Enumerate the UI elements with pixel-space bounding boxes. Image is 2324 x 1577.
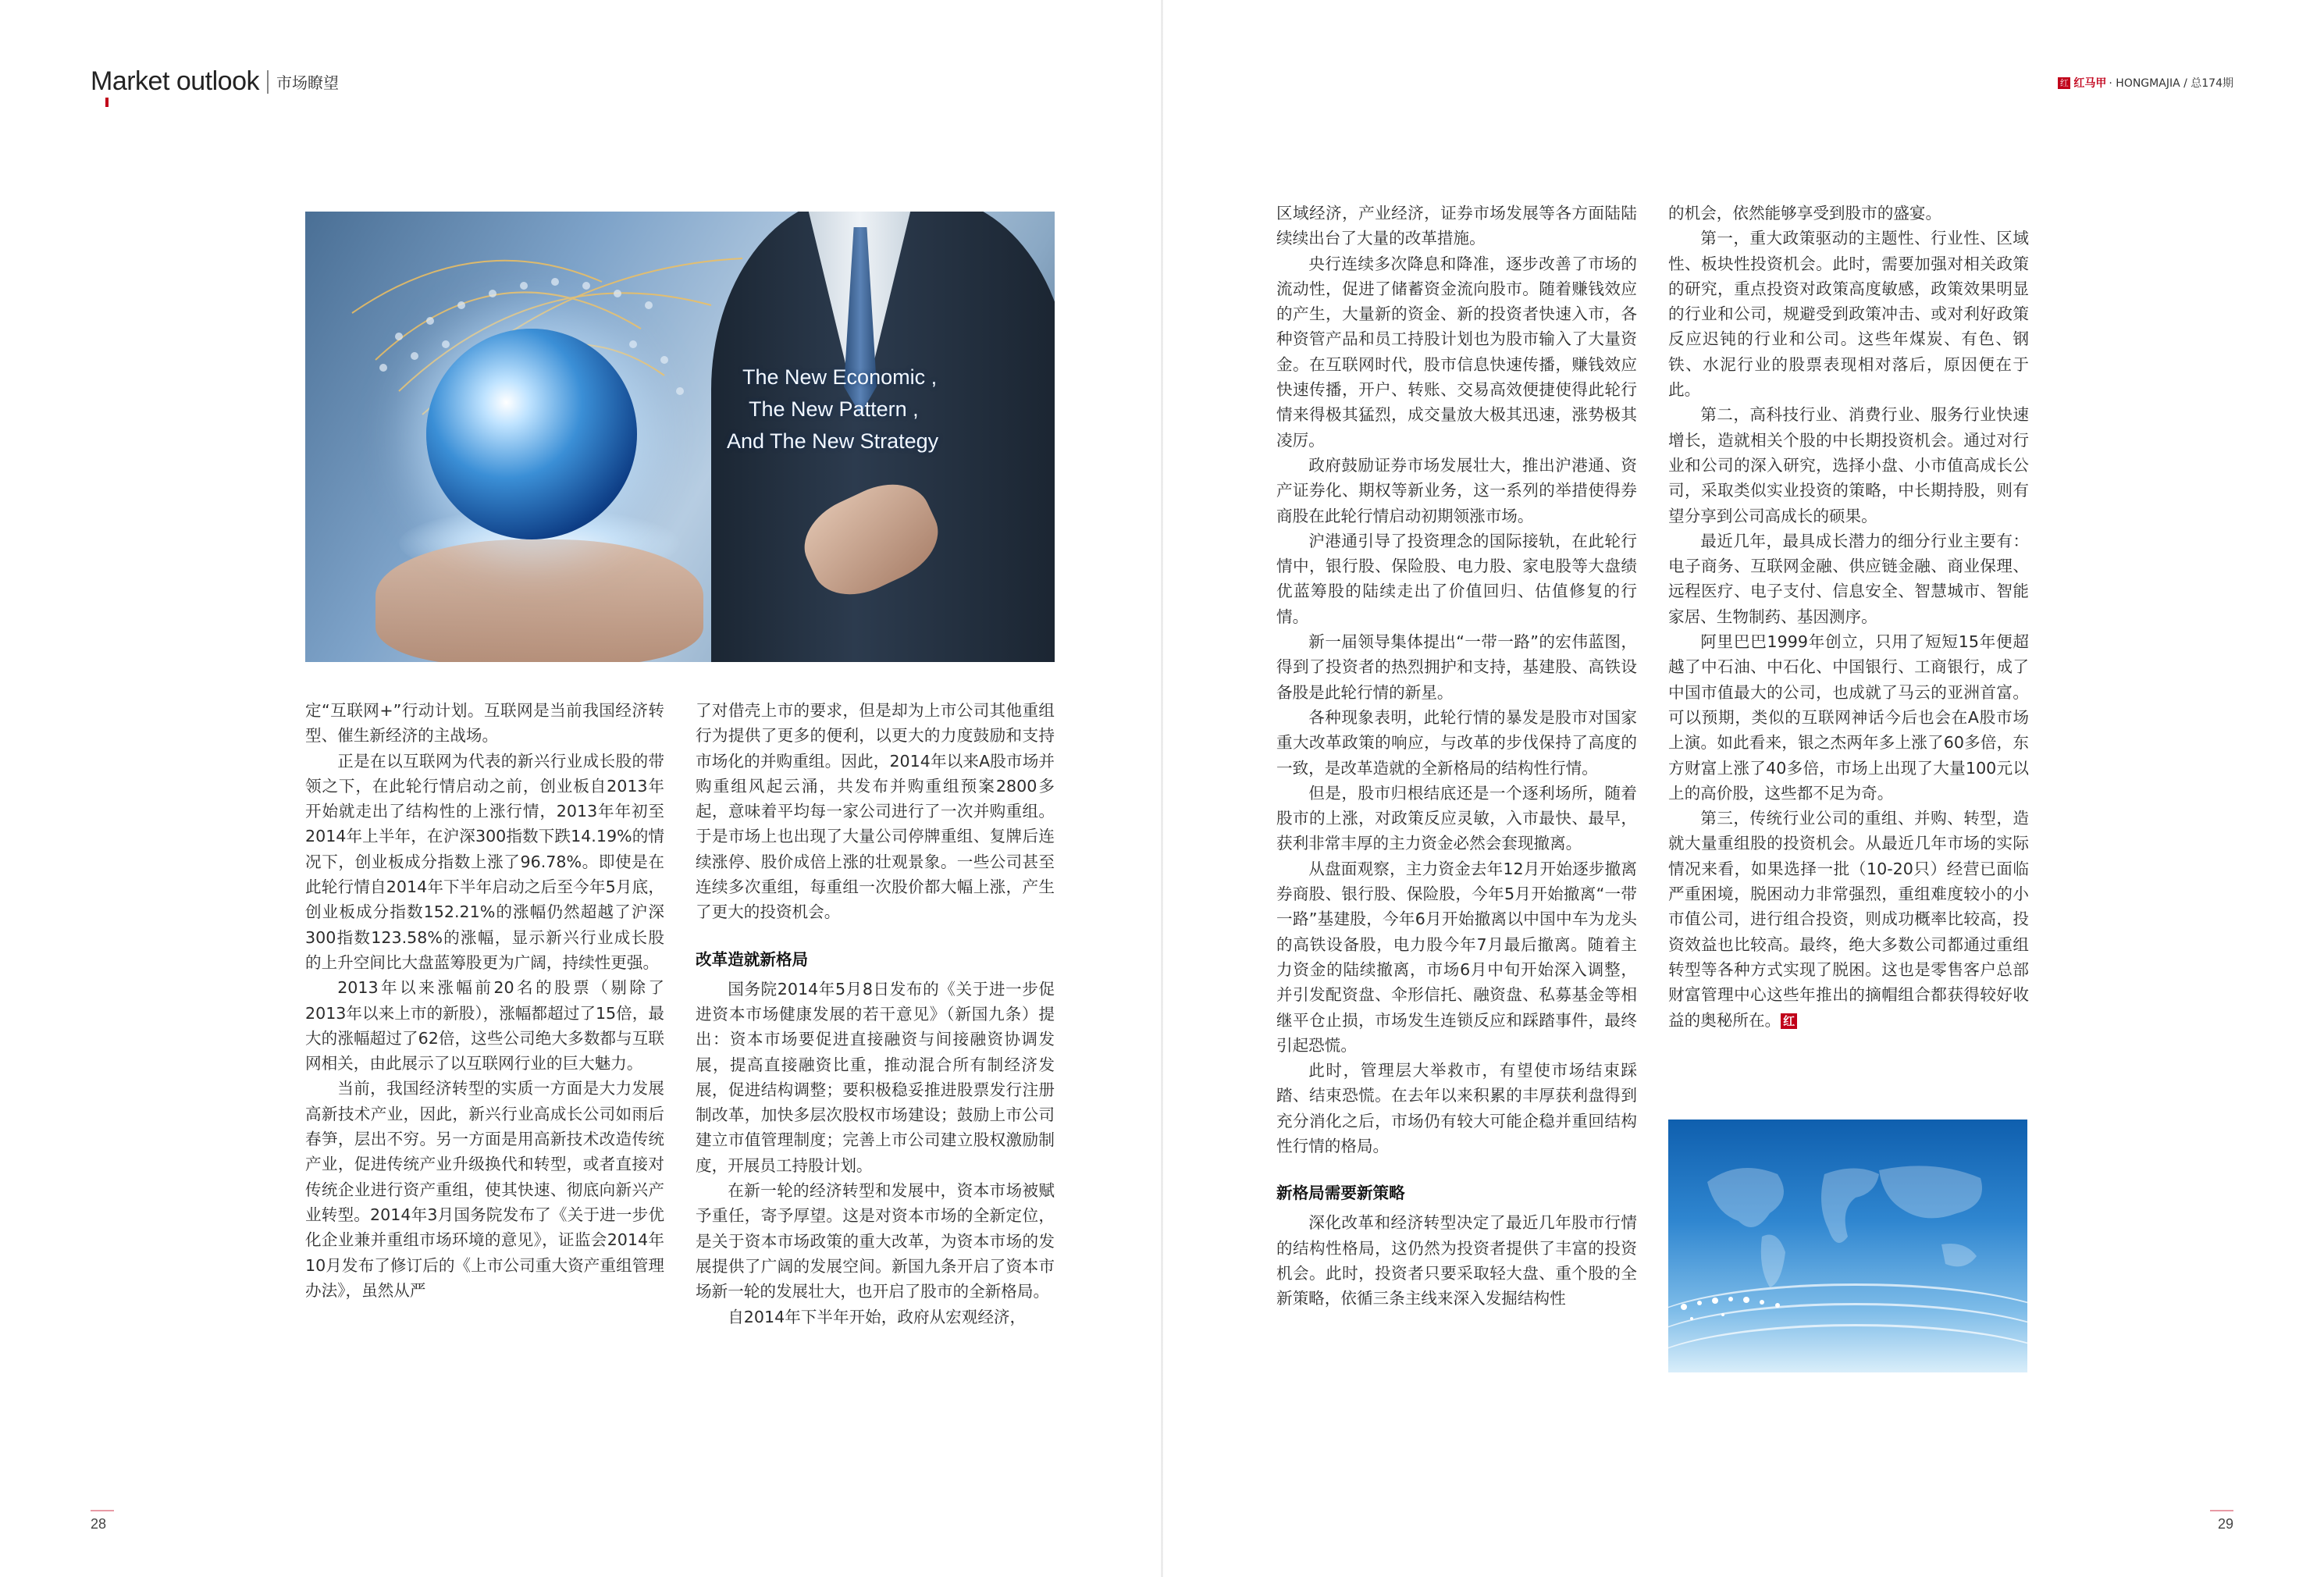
page-number-left xyxy=(91,1510,114,1533)
text-column-2 xyxy=(696,698,1055,1330)
right-page xyxy=(1162,0,2324,1577)
section-heading: 改革造就新格局 xyxy=(696,949,809,969)
page-number-tick xyxy=(91,1510,114,1511)
paragraph: 但是，股市归根结底还是一个逐利场所，随着股市的上涨，对政策反应灵敏，入市最快、最早，获利非常丰厚的主力资金必然会套现撤离。 xyxy=(1276,783,1637,853)
paragraph: 央行连续多次降息和降准，逐步改善了市场的流动性，促进了储蓄资金流向股市。随着赚钱效应的产生，大量新的资金、新的投资者快速入市，各种资管产品和员工持股计划也为股市输入了大量资金。在互联网时代，股市信息快速传播，赚钱效应快速传播，开户、转账、交易高效便捷使得此轮行情来得极其猛烈，成交量放大极其迅速，涨势极其凌厉。 xyxy=(1276,254,1637,450)
hero-tagline xyxy=(727,361,939,457)
paragraph: 正是在以互联网为代表的新兴行业成长股的带领之下，在此轮行情启动之前，创业板自2013年开始就走出了结构性的上涨行情，2013年年初至2014年上半年，在沪深300指数下跌14.19%的情况下，创业板成分指数上涨了96.78%。即使是在此轮行情自2014年下半年启动之后至今年5月底，创业板成分指数152.21%的涨幅仍然超越了沪深300指数123.58%的涨幅，显示新兴行业成长股的上升空间比大盘蓝筹股更为广阔，持续性更强。 xyxy=(305,751,664,972)
paragraph: 国务院2014年5月8日发布的《关于进一步促进资本市场健康发展的若干意见》（新国九条）提出：资本市场要促进直接融资与间接融资协调发展，提高直接融资比重，推动混合所有制经济发展，促进结构调整；要积极稳妥推进股票发行注册制改革，加快多层次股权市场建设；鼓励上市公司建立市值管理制度；完善上市公司建立股权激励制度，开展员工持股计划。 xyxy=(696,979,1055,1175)
brand-logo-icon: 红 xyxy=(2058,77,2070,89)
paragraph: 从盘面观察，主力资金去年12月开始逐步撤离券商股、银行股、保险股，今年5月开始撤离“一带一路”基建股，今年6月开始撤离以中国中车为龙头的高铁设备股，电力股今年7月最后撤离。随着主力资金的陆续撤离，市场6月中旬开始深入调整，并引发配资盘、伞形信托、融资盘、私募基金等相继平仓止损，市场发生连锁反应和踩踏事件，最终引起恐慌。 xyxy=(1276,859,1637,1055)
paragraph: 各种现象表明，此轮行情的暴发是股市对国家重大改革政策的响应，与改革的步伐保持了高度的一致，是改革造就的全新格局的结构性行情。 xyxy=(1276,707,1637,778)
paragraph: 2013年以来涨幅前20名的股票（剔除了2013年以来上市的新股），涨幅都超过了15倍，最大的涨幅超过了62倍，这些公司绝大多数都与互联网相关，由此展示了以互联网行业的巨大魅力。 xyxy=(305,978,664,1073)
paragraph: 自2014年下半年开始，政府从宏观经济， xyxy=(728,1307,1027,1326)
section-title-cn: 市场瞭望 xyxy=(276,73,339,92)
end-mark: 红 xyxy=(1781,1013,1797,1029)
paragraph: 的机会，依然能够享受到股市的盛宴。 xyxy=(1668,204,1942,222)
tagline-line-3: And The New Strategy xyxy=(727,429,939,453)
paragraph: 第一，重大政策驱动的主题性、行业性、区域性、板块性投资机会。此时，需要加强对相关政策的研究，重点投资对政策高度敏感，政策效果明显的行业和公司，规避受到政策冲击、或对利好政策反应迟钝的行业和公司。这些年煤炭、有色、钢铁、水泥行业的股票表现相对落后，原因便在于此。 xyxy=(1668,229,2029,400)
header-divider xyxy=(267,70,269,94)
paragraph: 在新一轮的经济转型和发展中，资本市场被赋予重任，寄予厚望。这是对资本市场的全新定位，是关于资本市场政策的重大改革，为资本市场的发展提供了广阔的发展空间。新国九条开启了资本市场新一轮的发展壮大，也开启了股市的全新格局。 xyxy=(696,1181,1055,1301)
tagline-line-2: The New Pattern , xyxy=(749,397,919,421)
brand-header xyxy=(2058,75,2233,91)
paragraph: 区域经济，产业经济，证券市场发展等各方面陆陆续续出台了大量的改革措施。 xyxy=(1276,204,1637,248)
paragraph: 此时，管理层大举救市，有望使市场结束踩踏、结束恐慌。在去年以来积累的丰厚获利盘得到充分消化之后，市场仍有较大可能企稳并重回结构性行情的格局。 xyxy=(1276,1061,1637,1155)
paragraph: 政府鼓励证券市场发展壮大，推出沪港通、资产证券化、期权等新业务，这一系列的举措使得券商股在此轮行情启动初期领涨市场。 xyxy=(1276,455,1637,525)
text-column-3 xyxy=(1276,201,1637,1311)
paragraph: 最近几年，最具成长潜力的细分行业主要有：电子商务、互联网金融、供应链金融、商业保理、远程医疗、电子支付、信息安全、智慧城市、智能家居、生物制药、基因测序。 xyxy=(1668,531,2029,626)
section-heading: 新格局需要新策略 xyxy=(1276,1184,1405,1203)
text-column-4 xyxy=(1668,201,2029,1033)
paragraph: 阿里巴巴1999年创立，只用了短短15年便超越了中石油、中石化、中国银行、工商银行，成了中国市值最大的公司，也成就了马云的亚洲首富。可以预期，类似的互联网神话今后也会在A股市场上演。如此看来，银之杰两年多上涨了60多倍，东方财富上涨了40多倍，市场上出现了大量100元以上的高价股，这些都不足为奇。 xyxy=(1668,632,2029,803)
page-number-text: 28 xyxy=(91,1516,107,1532)
paragraph: 新一届领导集体提出“一带一路”的宏伟蓝图，得到了投资者的热烈拥护和支持，基建股、高铁设备股是此轮行情的新星。 xyxy=(1276,632,1637,702)
paragraph: 当前，我国经济转型的实质一方面是大力发展高新技术产业，因此，新兴行业高成长公司如雨后春笋，层出不穷。另一方面是用高新技术改造传统产业，促进传统产业升级换代和转型，或者直接对传统企业进行资产重组，使其快速、彻底向新兴产业转型。2014年3月国务院发布了《关于进一步优化企业兼并重组市场环境的意见》，证监会2014年10月发布了修订后的《上市公司重大资产重组管理办法》，虽然从严 xyxy=(305,1079,664,1300)
paragraph: 第二，高科技行业、消费行业、服务行业快速增长，造就相关个股的中长期投资机会。通过对行业和公司的深入研究，选择小盘、小市值高成长公司，采取类似实业投资的策略，中长期持股，则有望分享到公司高成长的硕果。 xyxy=(1668,405,2029,525)
section-header xyxy=(91,58,339,97)
page-number-text: 29 xyxy=(2217,1516,2233,1532)
brand-issue: · HONGMAJIA / 总174期 xyxy=(2109,77,2233,90)
text-column-1 xyxy=(305,698,664,1303)
paragraph xyxy=(1668,806,2029,1033)
accent-bar xyxy=(105,98,109,107)
brand-logo-name: 红马甲 xyxy=(2073,77,2107,90)
page-number-tick xyxy=(2210,1510,2233,1511)
page-number-right xyxy=(2210,1510,2233,1533)
world-map-icon xyxy=(1692,1151,2004,1291)
section-title-en: Market outlook xyxy=(91,66,259,97)
paragraph: 沪港通引导了投资理念的国际接轨，在此轮行情中，银行股、保险股、电力股、家电股等大盘绩优蓝筹股的陆续走出了价值回归、估值修复的行情。 xyxy=(1276,531,1637,626)
world-map-image xyxy=(1668,1120,2027,1372)
sparkle-dots xyxy=(1668,1276,2027,1369)
paragraph: 深化改革和经济转型决定了最近几年股市行情的结构性格局，这仍然为投资者提供了丰富的投资机会。此时，投资者只要采取轻大盘、重个股的全新策略，依循三条主线来深入发掘结构性 xyxy=(1276,1213,1637,1308)
globe-icon xyxy=(426,329,637,539)
tagline-line-1: The New Economic , xyxy=(742,365,938,389)
paragraph: 了对借壳上市的要求，但是却为上市公司其他重组行为提供了更多的便利，以更大的力度鼓励和支持市场化的并购重组。因此，2014年以来A股市场并购重组风起云涌，共发布并购重组预案2800多起，意味着平均每一家公司进行了一次并购重组。于是市场上也出现了大量公司停牌重组、复牌后连续涨停、股价成倍上涨的壮观景象。一些公司甚至连续多次重组，每重组一次股价都大幅上涨，产生了更大的投资机会。 xyxy=(696,701,1055,922)
paragraph-text: 第三，传统行业公司的重组、并购、转型，造就大量重组股的投资机会。从最近几年市场的实际情况来看，如果选择一批（10-20只）经营已面临严重困境，脱困动力非常强烈，重组难度较小的小市值公司，进行组合投资，则成功概率比较高，投资效益也比较高。最终，绝大多数公司都通过重组转型等各种方式实现了脱困。这也是零售客户总部财富管理中心这些年推出的摘帽组合都获得较好收益的奥秘所在。 xyxy=(1668,809,2029,1030)
hero-image xyxy=(305,212,1055,662)
hand-shape xyxy=(375,539,703,662)
paragraph: 定“互联网+”行动计划。互联网是当前我国经济转型、催生新经济的主战场。 xyxy=(305,701,664,746)
